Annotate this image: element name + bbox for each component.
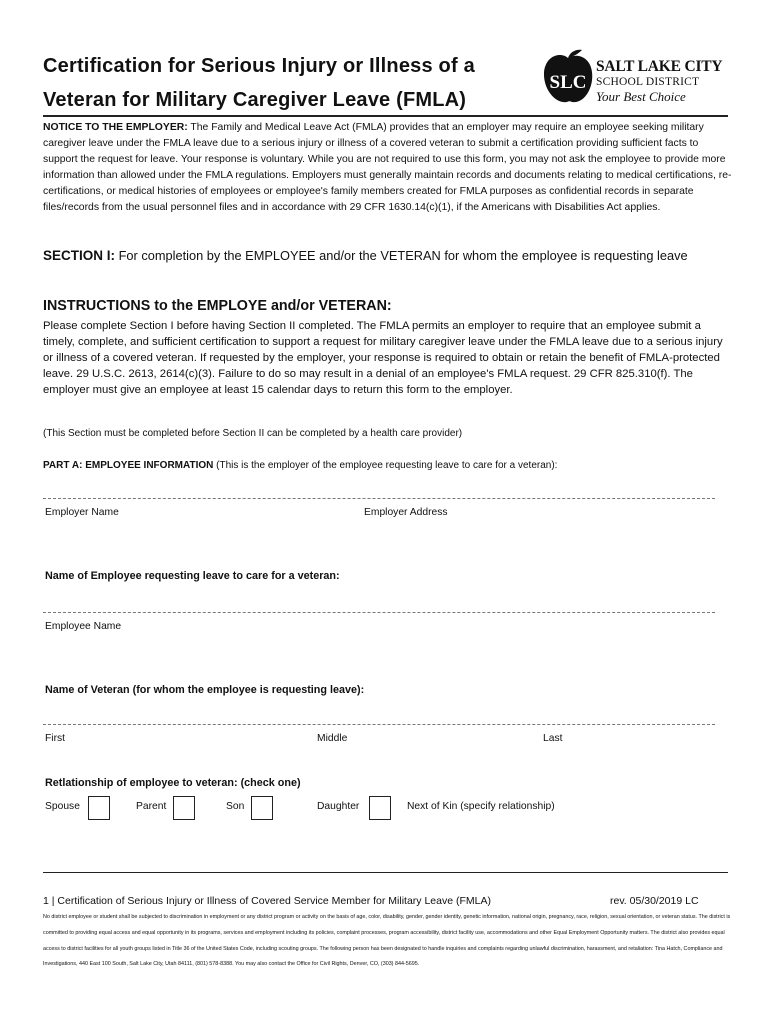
instructions-text: Please complete Section I before having Section II completed. The FMLA permits an employer to require that an employee submit a timely, complete, and sufficient certification to support a request for military caregiver leave under the FMLA leave due to a serious injury or illness of a covered veteran. If requested by the employer, your response is required to obtain or retain the benefit of FMLA-protected leave. 29 U.S.C. 2613, 2614(c)(3). Failure to do so may result in a denial of an employee's FMLA request. 29 CFR 825.310(f). The employer must give an employee at least 15 calendar days to return this form to the employer. (43, 320, 723, 397)
part-a-heading (43, 460, 557, 471)
logo-subtitle: SCHOOL DISTRICT (596, 76, 700, 88)
relationship-question: Retlationship of employee to veteran: (check one) (45, 777, 301, 789)
veteran-question: Name of Veteran (for whom the employee is requesting leave): (45, 684, 365, 696)
section-note: (This Section must be completed before Section II can be completed by a health care provider) (43, 428, 463, 439)
employee-name-label: Employee Name (45, 621, 122, 632)
logo-name: SALT LAKE CITY (596, 58, 723, 75)
district-logo (540, 48, 740, 106)
title-line-2: Veteran for Military Caregiver Leave (FMLA) (43, 89, 467, 111)
section-1-heading (43, 247, 733, 266)
notice-text: The Family and Medical Leave Act (FMLA) provides that an employer may require an employee seeking military caregiver leave under the FMLA leave due to a serious injury or illness of a covered veteran to submit a certification providing sufficient facts to support the request for leave. Your response is voluntary. While you are not required to use this form, you may not ask the employee to provide more information than allowed under the FMLA regulations. Employers must generally maintain records and documents relating to medical certifications, re-certifications, or medical histories of employees or employee's family members created for FMLA purposes as confidential records in separate files/records from the usual personnel files and in accordance with 29 CFR 1630.14(c)(1), if the Americans with Disabilities Act applies. (43, 122, 732, 214)
employer-field-line[interactable] (43, 498, 715, 499)
notice-to-employer (43, 120, 733, 217)
title-line-1: Certification for Serious Injury or Illness of a (43, 55, 475, 77)
instructions-heading: INSTRUCTIONS to the EMPLOYE and/or VETERAN: (43, 298, 392, 314)
parent-label: Parent (136, 801, 167, 812)
employer-address-label: Employer Address (364, 507, 448, 518)
section-1-label: SECTION I: (43, 248, 116, 263)
spouse-label: Spouse (45, 801, 80, 812)
section-1-text: For completion by the EMPLOYEE and/or the VETERAN for whom the employee is requesting leave (118, 248, 688, 263)
part-a-label: PART A: EMPLOYEE INFORMATION (43, 460, 214, 471)
spouse-checkbox[interactable] (88, 796, 110, 820)
daughter-label: Daughter (317, 801, 360, 812)
daughter-checkbox[interactable] (369, 796, 391, 820)
revision-date: rev. 05/30/2019 LC (610, 895, 699, 907)
footer-title: 1 | Certification of Serious Injury or Illness of Covered Service Member for Military Leave (FMLA) (43, 895, 491, 907)
notice-label: NOTICE TO THE EMPLOYER: (43, 122, 188, 133)
part-a-text: (This is the employer of the employee requesting leave to care for a veteran): (216, 460, 558, 471)
first-name-label: First (45, 733, 66, 744)
header-rule (43, 115, 728, 117)
form-title (43, 49, 475, 117)
son-label: Son (226, 801, 245, 812)
employer-name-label: Employer Name (45, 507, 119, 518)
svg-text:SLC: SLC (549, 72, 587, 93)
son-checkbox[interactable] (251, 796, 273, 820)
parent-checkbox[interactable] (173, 796, 195, 820)
apple-logo-icon (540, 48, 596, 106)
footer-rule (43, 872, 728, 873)
veteran-name-line[interactable] (43, 724, 715, 725)
middle-name-label: Middle (317, 733, 348, 744)
employee-name-line[interactable] (43, 612, 715, 613)
next-of-kin-label: Next of Kin (specify relationship) (407, 801, 555, 812)
nondiscrimination-notice: No district employee or student shall be subjected to discrimination in employment or any district program or activity on the basis of age, color, disability, gender, gender identity, genetic information, national origin, pregnancy, race, religion, sexual orientation, or veteran status. The district is committed to providing equal access and equal opportunity in its programs, services and employment including its policies, complaint processes, program accessibility, district facility use, accommodations and other Equal Employment Opportunity matters. The district also provides equal access to district facilities for all youth groups listed in Title 36 of the United States Code, including scouting groups. The following person has been designated to handle inquiries and complaints regarding unlawful discrimination, harassment, and retaliation: Tina Hatch, Compliance and Investigations, 440 East 100 South, Salt Lake City, Utah 84111, (801) 578-8388. You may also contact the Office for Civil Rights, Denver, CO, (303) 844-5695. (43, 914, 731, 968)
last-name-label: Last (543, 733, 563, 744)
logo-tagline: Your Best Choice (596, 89, 686, 104)
employee-question: Name of Employee requesting leave to care for a veteran: (45, 570, 340, 582)
